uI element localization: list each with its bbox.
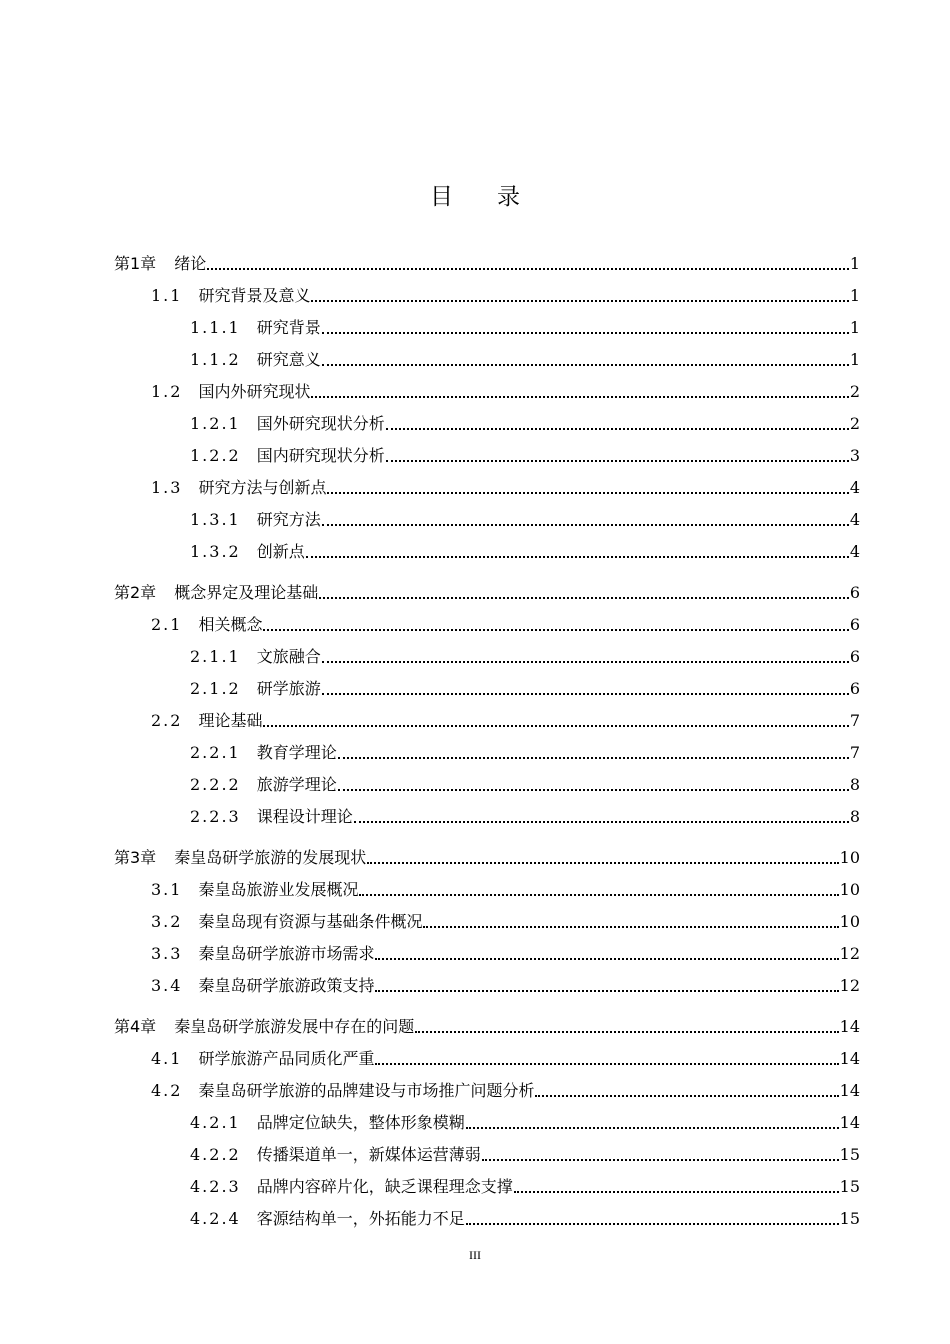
toc-dot-leader: [367, 862, 838, 864]
toc-entry-number: 4.2.3: [190, 1177, 241, 1196]
toc-entry-title: 研究方法与创新点: [198, 478, 327, 497]
toc-entry-title: 秦皇岛研学旅游政策支持: [198, 976, 375, 995]
toc-entry-page: 4: [849, 510, 860, 529]
toc-dot-leader: [375, 990, 838, 992]
toc-entry-title: 教育学理论: [256, 743, 337, 762]
toc-entry-number: 3.1: [151, 880, 183, 899]
toc-entry-page: 1: [849, 286, 860, 305]
toc-entry-title: 秦皇岛研学旅游市场需求: [198, 944, 375, 963]
toc-entry-number: 1.2: [151, 382, 183, 401]
toc-entry-page: 14: [839, 1081, 860, 1100]
toc-entry-title: 相关概念: [198, 615, 263, 634]
toc-entry-number: 4.2: [151, 1081, 183, 1100]
toc-entry-page: 6: [849, 647, 860, 666]
toc-entry-title: 品牌定位缺失，整体形象模糊: [256, 1113, 465, 1132]
toc-section-entry[interactable]: [190, 1108, 860, 1134]
toc-entry-title: 绪论: [174, 254, 207, 273]
toc-dot-leader: [311, 300, 848, 302]
toc-section-entry[interactable]: [190, 345, 860, 371]
toc-chapter-entry[interactable]: [114, 1012, 860, 1038]
toc-entry-page: 14: [839, 1049, 860, 1068]
toc-entry-title: 研学旅游: [256, 679, 321, 698]
toc-entry-number: 第3章: [114, 848, 157, 867]
toc-entry-page: 4: [849, 542, 860, 561]
toc-entry-number: 第4章: [114, 1017, 157, 1036]
toc-section-entry[interactable]: [151, 610, 860, 636]
toc-entry-page: 6: [849, 583, 860, 602]
toc-entry-page: 2: [849, 414, 860, 433]
toc-section-entry[interactable]: [190, 505, 860, 531]
toc-entry-page: 10: [839, 848, 860, 867]
toc-entry-page: 6: [849, 679, 860, 698]
toc-dot-leader: [306, 556, 849, 558]
toc-entry-page: 8: [849, 807, 860, 826]
toc-dot-leader: [338, 789, 849, 791]
toc-entry-number: 4.2.4: [190, 1209, 241, 1228]
toc-entry-title: 创新点: [256, 542, 305, 561]
page-number-footer: III: [469, 1248, 481, 1262]
toc-dot-leader: [466, 1223, 839, 1225]
toc-section-entry[interactable]: [190, 642, 860, 668]
toc-entry-page: 1: [849, 318, 860, 337]
toc-entry-number: 3.4: [151, 976, 183, 995]
toc-entry-title: 秦皇岛研学旅游的发展现状: [174, 848, 367, 867]
toc-entry-number: 1.1.1: [190, 318, 241, 337]
toc-entry-number: 4.1: [151, 1049, 183, 1068]
toc-dot-leader: [423, 926, 838, 928]
toc-section-entry[interactable]: [190, 1172, 860, 1198]
toc-entry-page: 12: [839, 976, 860, 995]
toc-dot-leader: [207, 268, 849, 270]
toc-dot-leader: [415, 1031, 838, 1033]
toc-entry-title: 文旅融合: [256, 647, 321, 666]
toc-entry-page: 10: [839, 912, 860, 931]
toc-chapter-entry[interactable]: [114, 843, 860, 869]
toc-entry-title: 秦皇岛旅游业发展概况: [198, 880, 359, 899]
toc-entry-page: 1: [849, 350, 860, 369]
toc-entry-page: 6: [849, 615, 860, 634]
toc-entry-page: 2: [849, 382, 860, 401]
toc-entry-title: 研学旅游产品同质化严重: [198, 1049, 375, 1068]
toc-section-entry[interactable]: [151, 875, 860, 901]
toc-dot-leader: [263, 725, 848, 727]
toc-section-entry[interactable]: [190, 1204, 860, 1230]
toc-entry-title: 理论基础: [198, 711, 263, 730]
toc-entry-page: 4: [849, 478, 860, 497]
toc-entry-title: 传播渠道单一，新媒体运营薄弱: [256, 1145, 481, 1164]
toc-dot-leader: [375, 958, 838, 960]
toc-entry-number: 1.3: [151, 478, 183, 497]
toc-entry-page: 15: [839, 1209, 860, 1228]
toc-section-entry[interactable]: [151, 939, 860, 965]
toc-dot-leader: [354, 821, 849, 823]
toc-entry-page: 1: [849, 254, 860, 273]
toc-section-entry[interactable]: [151, 1044, 860, 1070]
toc-dot-leader: [466, 1127, 839, 1129]
toc-dot-leader: [327, 492, 848, 494]
toc-entry-number: 2.2.3: [190, 807, 241, 826]
toc-entry-number: 1.2.2: [190, 446, 241, 465]
toc-entry-page: 15: [839, 1145, 860, 1164]
toc-dot-leader: [386, 428, 849, 430]
toc-entry-number: 3.2: [151, 912, 183, 931]
toc-section-entry[interactable]: [151, 706, 860, 732]
toc-section-entry[interactable]: [190, 537, 860, 563]
toc-entry-title: 研究背景及意义: [198, 286, 311, 305]
toc-entry-title: 研究意义: [256, 350, 321, 369]
toc-section-entry[interactable]: [151, 473, 860, 499]
toc-entry-title: 品牌内容碎片化，缺乏课程理念支撑: [256, 1177, 513, 1196]
toc-section-entry[interactable]: [190, 441, 860, 467]
toc-dot-leader: [322, 364, 849, 366]
toc-entry-title: 国外研究现状分析: [256, 414, 385, 433]
toc-entry-number: 2.2.2: [190, 775, 241, 794]
toc-entry-title: 研究方法: [256, 510, 321, 529]
toc-dot-leader: [386, 460, 849, 462]
toc-entry-title: 概念界定及理论基础: [174, 583, 319, 602]
toc-dot-leader: [359, 894, 838, 896]
toc-entry-page: 14: [839, 1017, 860, 1036]
toc-dot-leader: [535, 1095, 838, 1097]
toc-section-entry[interactable]: [190, 1140, 860, 1166]
toc-entry-title: 国内外研究现状: [198, 382, 311, 401]
toc-entry-title: 研究背景: [256, 318, 321, 337]
toc-dot-leader: [319, 597, 849, 599]
toc-entry-number: 2.2: [151, 711, 183, 730]
toc-dot-leader: [322, 524, 849, 526]
toc-section-entry[interactable]: [190, 738, 860, 764]
toc-entry-page: 3: [849, 446, 860, 465]
toc-entry-number: 2.1: [151, 615, 183, 634]
toc-section-entry[interactable]: [151, 1076, 860, 1102]
toc-entry-page: 12: [839, 944, 860, 963]
toc-section-entry[interactable]: [190, 409, 860, 435]
toc-entry-number: 2.1.2: [190, 679, 241, 698]
toc-entry-number: 1.1: [151, 286, 183, 305]
toc-entry-title: 秦皇岛研学旅游发展中存在的问题: [174, 1017, 415, 1036]
toc-entry-number: 2.1.1: [190, 647, 241, 666]
toc-section-entry[interactable]: [190, 313, 860, 339]
toc-section-entry[interactable]: [190, 770, 860, 796]
toc-entry-number: 第1章: [114, 254, 157, 273]
toc-dot-leader: [311, 396, 848, 398]
toc-entry-page: 14: [839, 1113, 860, 1132]
toc-chapter-entry[interactable]: [114, 578, 860, 604]
toc-section-entry[interactable]: [151, 377, 860, 403]
toc-dot-leader: [263, 629, 848, 631]
toc-entry-page: 7: [849, 743, 860, 762]
toc-section-entry[interactable]: [190, 802, 860, 828]
toc-dot-leader: [338, 757, 849, 759]
toc-entry-number: 第2章: [114, 583, 157, 602]
toc-section-entry[interactable]: [151, 971, 860, 997]
toc-entry-title: 课程设计理论: [256, 807, 353, 826]
toc-section-entry[interactable]: [190, 674, 860, 700]
toc-entry-page: 7: [849, 711, 860, 730]
toc-section-entry[interactable]: [151, 281, 860, 307]
toc-dot-leader: [375, 1063, 838, 1065]
toc-entry-number: 2.2.1: [190, 743, 241, 762]
toc-entry-title: 客源结构单一，外拓能力不足: [256, 1209, 465, 1228]
toc-dot-leader: [322, 661, 849, 663]
toc-entry-page: 8: [849, 775, 860, 794]
toc-entry-title: 国内研究现状分析: [256, 446, 385, 465]
toc-entry-title: 秦皇岛现有资源与基础条件概况: [198, 912, 423, 931]
toc-dot-leader: [514, 1191, 839, 1193]
toc-dot-leader: [322, 332, 849, 334]
toc-entry-title: 秦皇岛研学旅游的品牌建设与市场推广问题分析: [198, 1081, 535, 1100]
toc-entry-page: 10: [839, 880, 860, 899]
toc-dot-leader: [322, 693, 849, 695]
toc-entry-number: 1.2.1: [190, 414, 241, 433]
toc-entry-number: 1.3.1: [190, 510, 241, 529]
toc-entry-number: 3.3: [151, 944, 183, 963]
page-title: 目录: [430, 184, 564, 210]
toc-section-entry[interactable]: [151, 907, 860, 933]
toc-entry-number: 4.2.1: [190, 1113, 241, 1132]
toc-entry-page: 15: [839, 1177, 860, 1196]
toc-entry-number: 1.1.2: [190, 350, 241, 369]
toc-entry-number: 1.3.2: [190, 542, 241, 561]
toc-entry-title: 旅游学理论: [256, 775, 337, 794]
toc-chapter-entry[interactable]: [114, 249, 860, 275]
toc-dot-leader: [482, 1159, 839, 1161]
toc-entry-number: 4.2.2: [190, 1145, 241, 1164]
